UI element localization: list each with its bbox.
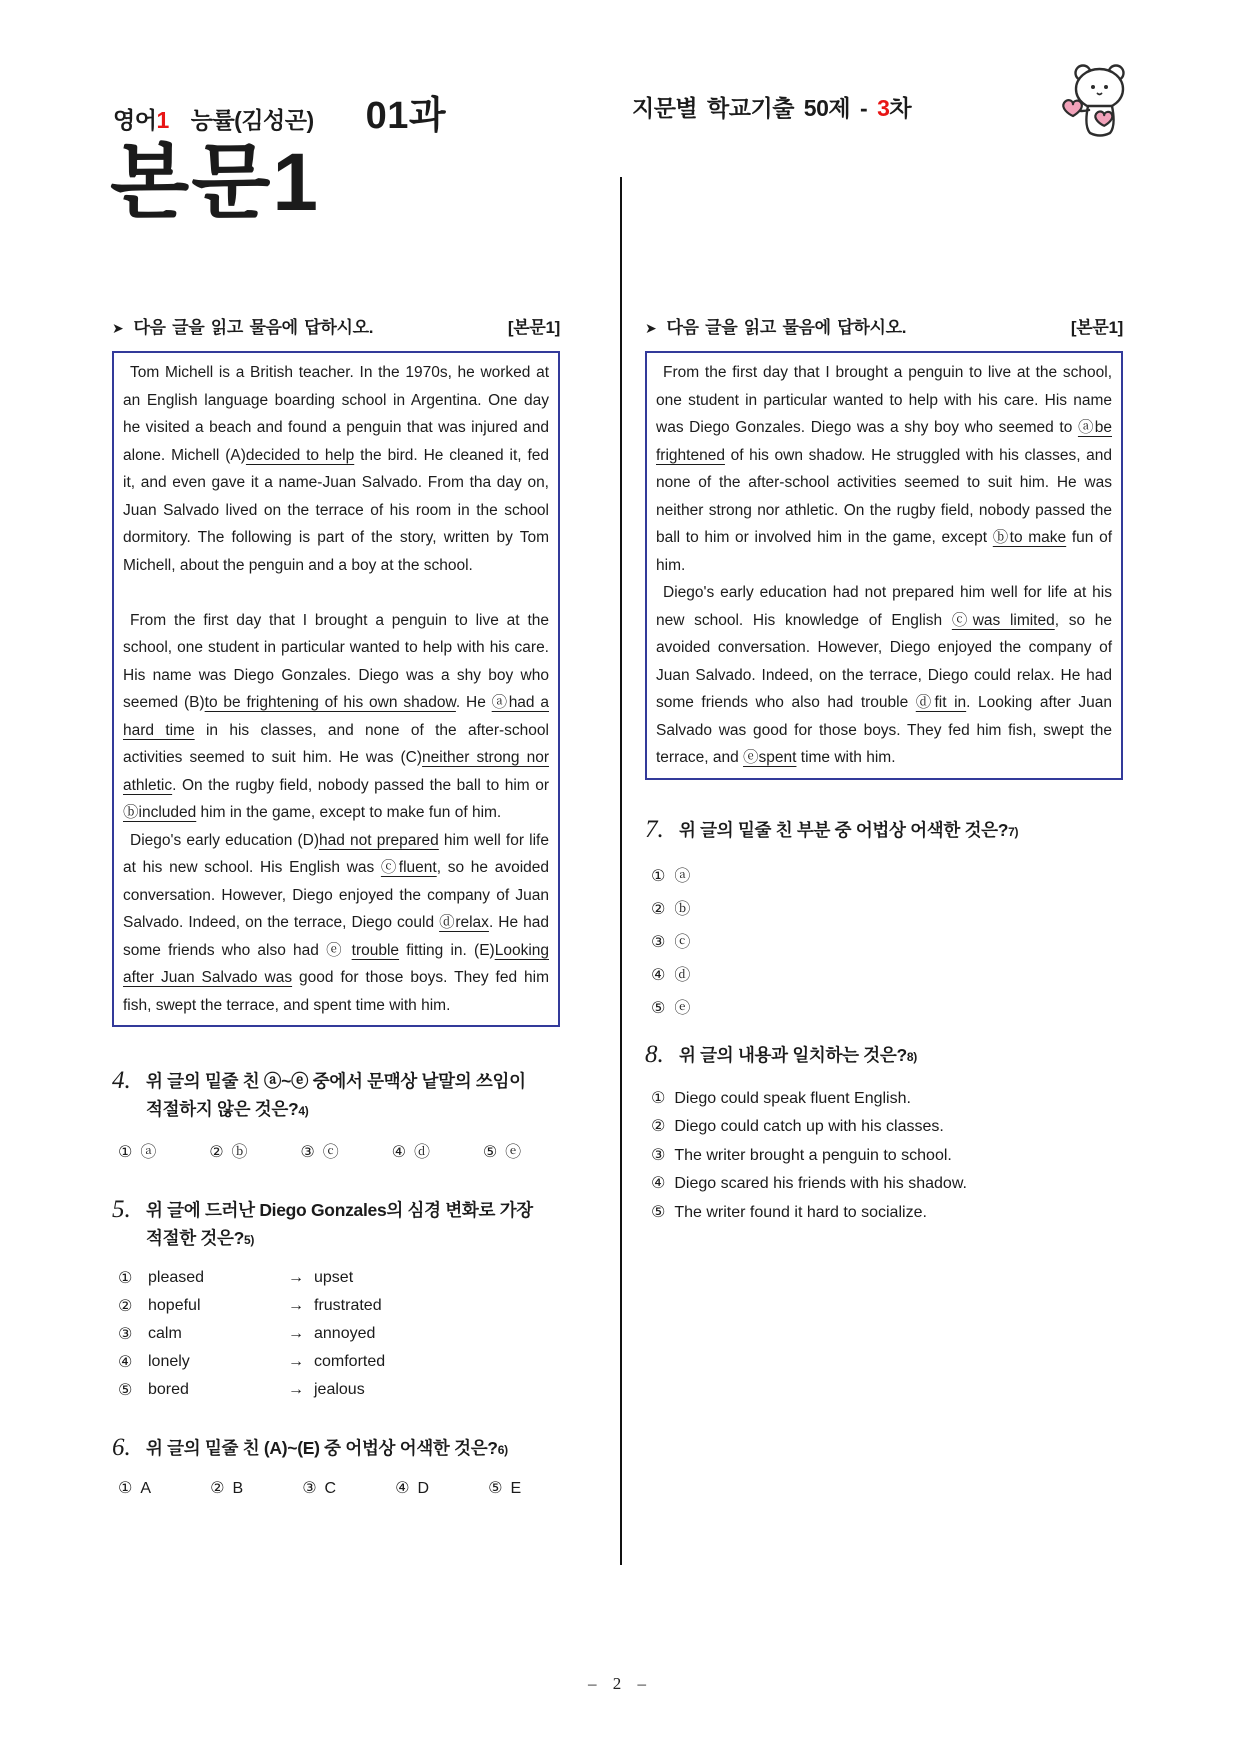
option-marker: ⑤ bbox=[651, 999, 666, 1017]
feeling-after: comforted bbox=[314, 1353, 386, 1370]
answer-option bbox=[483, 1139, 521, 1162]
option-label: C bbox=[324, 1480, 337, 1497]
option-label: ⓓ bbox=[413, 1144, 430, 1161]
column-divider bbox=[620, 177, 622, 1565]
option-marker: ① bbox=[118, 1270, 133, 1287]
passage-text: , so he avoided conversation. However, Diego enjoyed the company of Juan Salvado. Indeed, on the terrace, Diego could relax. He had some friends who also had trouble bbox=[656, 611, 1112, 711]
option-label: ⓐ bbox=[674, 867, 691, 885]
passage-text: , so he avoided conversation. However, Diego enjoyed the company of Juan Salvado. Indeed, on the terrace, Diego could bbox=[123, 859, 550, 931]
answer-option bbox=[118, 1348, 560, 1376]
series-title: 지문별 학교기출 50제 bbox=[632, 95, 851, 121]
option-label: Diego could catch up with his classes. bbox=[674, 1118, 944, 1135]
option-label: ⓑ bbox=[674, 900, 691, 918]
instruction-text: 다음 글을 읽고 물음에 답하시오. bbox=[133, 318, 374, 337]
answer-option bbox=[118, 1264, 560, 1292]
option-marker: ② bbox=[651, 900, 666, 918]
feeling-before: pleased bbox=[148, 1269, 205, 1286]
question-number: 6. bbox=[112, 1434, 131, 1461]
passage-text: From the first day that I brought a penguin to live at the school, one student in particular wanted to help with his care. His name was Diego Gonzales. Diego was a shy boy who seemed to bbox=[656, 364, 1112, 436]
question-text: 위 글에 드러난 Diego Gonzales의 심경 변화로 가장 적절한 것은?5) bbox=[146, 1200, 533, 1248]
answer-option bbox=[651, 860, 1123, 893]
course-number: 1 bbox=[156, 107, 169, 133]
option-label: ⓑ bbox=[231, 1144, 248, 1161]
option-marker: ⑤ bbox=[482, 1144, 498, 1161]
answer-option bbox=[651, 1085, 1123, 1114]
passage-text: fitting in. (E) bbox=[399, 941, 495, 959]
option-marker: ① bbox=[118, 1144, 133, 1161]
option-label: E bbox=[510, 1480, 522, 1497]
feeling-before: lonely bbox=[148, 1353, 190, 1370]
source-tag: [본문1] bbox=[1070, 318, 1123, 337]
passage-text: time with him. bbox=[796, 749, 896, 766]
passage-text: Diego's early education (D) bbox=[130, 831, 320, 849]
underlined-phrase: had not prepared bbox=[319, 831, 439, 849]
answer-option bbox=[392, 1139, 430, 1162]
options-group bbox=[118, 1478, 521, 1498]
option-marker: ③ bbox=[300, 1144, 315, 1161]
right-arrow-icon: → bbox=[288, 1381, 304, 1398]
underlined-phrase: trouble bbox=[351, 941, 400, 959]
answer-option bbox=[300, 1139, 338, 1162]
underlined-phrase: decided to help bbox=[245, 446, 355, 464]
passage-text: the bird. He cleaned it, fed it, and even gave it a name-Juan Salvado. From tha day on, Juan Salvado lived on the terrace of his room in the school dormitory. The following is part of the story, written by Tom Michell, about the penguin and a boy at the school. bbox=[123, 446, 549, 574]
instruction-row bbox=[112, 313, 560, 338]
question-7 bbox=[645, 816, 1123, 1025]
feeling-before: hopeful bbox=[148, 1297, 201, 1314]
right-arrow-icon: → bbox=[288, 1353, 304, 1370]
passage-text: him well for life at his new school. His English was bbox=[123, 831, 549, 876]
underlined-phrase: to be frightening of his own shadow bbox=[204, 694, 456, 711]
underlined-phrase: ⓐhad a hard time bbox=[123, 694, 549, 739]
arrow-bullet-icon: ➤ bbox=[112, 320, 124, 336]
passage-box bbox=[645, 351, 1123, 780]
passage-paragraph bbox=[656, 579, 1112, 772]
lesson-number: 01과 bbox=[365, 95, 447, 137]
passage-paragraph bbox=[656, 359, 1112, 579]
answer-option bbox=[395, 1478, 429, 1498]
option-marker: ② bbox=[209, 1144, 224, 1161]
underlined-phrase: ⓒfluent bbox=[380, 859, 437, 876]
option-marker: ④ bbox=[651, 1175, 666, 1192]
option-marker: ③ bbox=[651, 933, 666, 951]
option-marker: ③ bbox=[118, 1326, 133, 1343]
option-marker: ③ bbox=[302, 1480, 317, 1497]
passage-text: . He bbox=[455, 694, 492, 711]
option-marker: ② bbox=[651, 1118, 666, 1135]
options-group bbox=[651, 860, 1123, 1025]
question-text: 위 글의 밑줄 친 부분 중 어법상 어색한 것은?7) bbox=[679, 819, 1019, 840]
option-marker: ④ bbox=[118, 1354, 133, 1371]
answer-option bbox=[118, 1292, 560, 1320]
option-marker: ① bbox=[651, 867, 666, 885]
option-marker: ③ bbox=[651, 1146, 666, 1164]
option-label: D bbox=[417, 1480, 430, 1497]
passage-box bbox=[112, 351, 560, 1027]
options-group bbox=[651, 1085, 1123, 1228]
passage-text: Diego's early education had not prepared him well for life at his new school. His knowledge of English bbox=[656, 584, 1112, 629]
passage-text: From the first day that I brought a penguin to live at the school, one student in particular wanted to help with his care. His name was Diego Gonzales. Diego was a shy boy who seemed (B) bbox=[123, 611, 549, 711]
underlined-phrase: ⓑincluded bbox=[123, 804, 197, 821]
passage-text: fun of him. bbox=[656, 529, 1113, 574]
option-label: ⓔ bbox=[674, 999, 691, 1017]
answer-option bbox=[210, 1478, 243, 1498]
underlined-phrase: ⓓrelax bbox=[439, 914, 489, 931]
header-right bbox=[632, 90, 911, 123]
option-label: A bbox=[140, 1480, 152, 1497]
feeling-after: frustrated bbox=[314, 1297, 382, 1314]
answer-option bbox=[651, 1142, 1123, 1171]
question-text: 위 글의 밑줄 친 (A)~(E) 중 어법상 어색한 것은?6) bbox=[146, 1438, 508, 1458]
question-header bbox=[112, 1196, 560, 1254]
answer-option bbox=[302, 1478, 336, 1498]
passage-text: of his own shadow. He struggled with his classes, and none of the after-school activities seemed to suit him. He was neither strong nor athletic. On the rugby field, nobody passed the ball to him or involved him in the game, except bbox=[656, 446, 1112, 546]
options-group bbox=[118, 1139, 521, 1162]
page-number: – 2 – bbox=[588, 1674, 652, 1693]
option-label: The writer found it hard to socialize. bbox=[674, 1203, 927, 1221]
source-tag: [본문1] bbox=[507, 318, 560, 337]
passage-paragraph bbox=[123, 607, 549, 827]
footnote-reference: 7) bbox=[1008, 824, 1019, 839]
question-text: 위 글의 내용과 일치하는 것은?8) bbox=[679, 1044, 917, 1065]
question-number: 8. bbox=[645, 1040, 664, 1068]
option-label: ⓓ bbox=[674, 966, 691, 984]
course-name: 영어 bbox=[113, 107, 157, 133]
feeling-after: upset bbox=[314, 1269, 354, 1286]
arrow-bullet-icon: ➤ bbox=[645, 320, 657, 336]
footnote-reference: 8) bbox=[906, 1049, 917, 1064]
right-arrow-icon: → bbox=[288, 1297, 304, 1314]
footnote-reference: 6) bbox=[497, 1443, 508, 1457]
instruction-row bbox=[645, 313, 1123, 338]
series-separator: - bbox=[860, 95, 868, 121]
passage-text: in his classes, and none of the after-school activities seemed to suit him. He was (C) bbox=[123, 721, 549, 766]
answer-option bbox=[651, 926, 1123, 959]
answer-option bbox=[651, 893, 1123, 926]
passage-text: . On the rugby field, nobody passed the ball to him or bbox=[172, 776, 549, 794]
underlined-phrase: ⓐbe frightened bbox=[656, 419, 1112, 464]
right-arrow-icon: → bbox=[288, 1325, 304, 1342]
option-label: ⓒ bbox=[674, 933, 691, 951]
option-label: B bbox=[232, 1480, 244, 1497]
question-5 bbox=[112, 1196, 560, 1404]
underlined-phrase: ⓑto make bbox=[992, 529, 1067, 546]
passage-text: Tom Michell is a British teacher. In the 1970s, he worked at an English language boarding school in Argentina. One day he visited a beach and found a penguin that was injured and alone. Michell (A) bbox=[123, 364, 549, 464]
feeling-after: jealous bbox=[314, 1381, 365, 1398]
option-marker: ④ bbox=[391, 1144, 406, 1161]
passage-paragraph bbox=[123, 827, 549, 1020]
underlined-phrase: Looking after Juan Salvado was bbox=[123, 941, 549, 986]
header-left bbox=[113, 84, 446, 139]
question-number: 7. bbox=[645, 815, 664, 843]
option-label: ⓔ bbox=[505, 1144, 522, 1161]
underlined-phrase: ⓔspent bbox=[743, 749, 797, 766]
answer-option bbox=[651, 1199, 1123, 1228]
option-label: Diego scared his friends with his shadow. bbox=[674, 1175, 967, 1192]
option-marker: ④ bbox=[651, 966, 666, 984]
option-marker: ④ bbox=[395, 1480, 410, 1497]
option-marker: ② bbox=[118, 1298, 133, 1315]
question-header bbox=[645, 816, 1123, 846]
right-arrow-icon: → bbox=[288, 1269, 304, 1286]
question-header bbox=[112, 1067, 560, 1125]
answer-option bbox=[651, 1170, 1123, 1199]
feeling-before: bored bbox=[148, 1381, 189, 1398]
passage-text: . He had some friends who also had ⓔ bbox=[123, 914, 549, 959]
question-number: 4. bbox=[112, 1067, 131, 1094]
option-label: ⓒ bbox=[322, 1144, 339, 1161]
page-title: 본문1 bbox=[110, 137, 321, 228]
question-list bbox=[112, 1067, 560, 1498]
question-header bbox=[645, 1041, 1123, 1071]
answer-option bbox=[118, 1139, 156, 1162]
underlined-phrase: ⓓfit in bbox=[915, 694, 967, 711]
answer-option bbox=[651, 992, 1123, 1025]
footnote-reference: 4) bbox=[298, 1104, 309, 1118]
question-4 bbox=[112, 1067, 560, 1162]
question-header bbox=[112, 1434, 560, 1464]
question-list bbox=[645, 816, 1123, 1228]
option-marker: ① bbox=[118, 1480, 133, 1497]
answer-option bbox=[651, 959, 1123, 992]
question-text: 위 글의 밑줄 친 ⓐ~ⓔ 중에서 문맥상 낱말의 쓰임이 적절하지 않은 것은?4) bbox=[146, 1071, 526, 1119]
option-marker: ⑤ bbox=[488, 1480, 503, 1497]
answer-option bbox=[488, 1478, 521, 1498]
option-marker: ⑤ bbox=[651, 1203, 666, 1221]
footnote-reference: 5) bbox=[243, 1233, 255, 1247]
right-column bbox=[645, 313, 1123, 1227]
answer-option bbox=[118, 1320, 560, 1348]
series-round: 3 bbox=[877, 95, 890, 121]
question-number: 5. bbox=[112, 1196, 131, 1223]
option-label: Diego could speak fluent English. bbox=[674, 1089, 911, 1107]
instruction-text: 다음 글을 읽고 물음에 답하시오. bbox=[666, 318, 907, 337]
series-round-suffix: 차 bbox=[889, 95, 912, 121]
option-label: The writer brought a penguin to school. bbox=[674, 1146, 952, 1164]
textbook-name: 능률(김성곤) bbox=[190, 107, 314, 133]
option-marker: ① bbox=[651, 1089, 666, 1107]
answer-option bbox=[118, 1376, 560, 1404]
answer-option bbox=[209, 1139, 247, 1162]
feeling-after: annoyed bbox=[314, 1325, 376, 1342]
bear-with-hearts-icon bbox=[1052, 56, 1148, 146]
question-8 bbox=[645, 1041, 1123, 1228]
left-column bbox=[112, 313, 560, 1498]
passage-paragraph bbox=[123, 359, 549, 579]
feeling-before: calm bbox=[148, 1325, 182, 1342]
course-title bbox=[113, 102, 169, 135]
underlined-phrase: neither strong nor athletic bbox=[123, 749, 549, 794]
option-marker: ⑤ bbox=[118, 1382, 133, 1399]
option-label: ⓐ bbox=[140, 1144, 157, 1161]
question-6 bbox=[112, 1434, 560, 1498]
passage-text: . Looking after Juan Salvado was good for those boys. They fed him fish, swept the terrace, and bbox=[656, 694, 1112, 766]
options-group bbox=[118, 1264, 560, 1404]
passage-text: good for those boys. They fed him fish, swept the terrace, and spent time with him. bbox=[123, 969, 549, 1014]
answer-option bbox=[651, 1113, 1123, 1142]
passage-text: him in the game, except to make fun of him. bbox=[196, 804, 502, 821]
option-marker: ② bbox=[210, 1480, 225, 1497]
answer-option bbox=[118, 1478, 151, 1498]
underlined-phrase: ⓒwas limited bbox=[951, 611, 1055, 629]
